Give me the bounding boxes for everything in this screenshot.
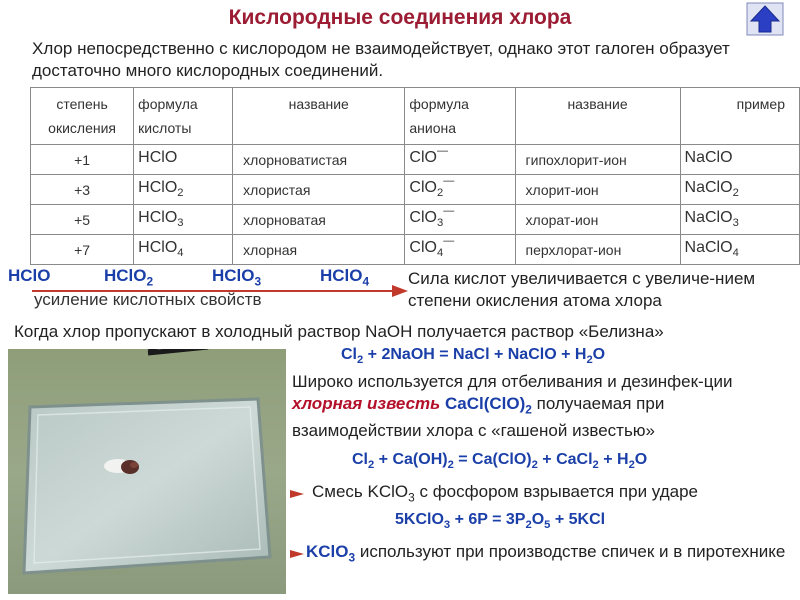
cell-oxidation: +3 bbox=[31, 175, 134, 205]
cell-anion-name: хлорит-ион bbox=[515, 175, 680, 205]
cell-example: NaClO$_3$ bbox=[680, 205, 799, 235]
acid-series-hclo3: HClO$_3$ bbox=[212, 266, 262, 289]
equation-chlorinated-lime: $Cl_2 + Ca(OH)_2 = Ca(ClO)_2$ + CaCl$_2$ + $H_2O$ bbox=[352, 451, 648, 472]
bullet-arrow-icon bbox=[290, 548, 304, 560]
cell-acid-name: хлорноватая bbox=[233, 205, 405, 235]
cell-example: NaClO$_4$ bbox=[680, 235, 799, 265]
header-example: пример bbox=[680, 88, 799, 145]
glass-plate-photo bbox=[8, 349, 286, 594]
nav-up-arrow-icon[interactable] bbox=[746, 2, 784, 36]
table-row bbox=[31, 205, 800, 235]
naoh-note: Когда хлор пропускают в холодный раствор NaOH получается раствор «Белизна» bbox=[14, 322, 664, 341]
cell-anion-name: гипохлорит-ион bbox=[515, 145, 680, 175]
header-oxidation: степень окисления bbox=[31, 88, 134, 145]
equation-kclo3-phosphorus: 5KClO$_3$ + $6P = 3P_2O_5 + 5KCl$ bbox=[395, 511, 606, 532]
cell-acid-name: хлорноватистая bbox=[233, 145, 405, 175]
cell-example: NaClO bbox=[680, 145, 799, 175]
matches-note: KClO$_3$ используют при производстве спичек и в пиротехнике bbox=[306, 542, 786, 565]
cell-acid-formula: HClO$_3$ bbox=[134, 205, 233, 235]
cell-anion-formula: ClO$_2$— bbox=[405, 175, 515, 205]
cell-acid-name: хлорная bbox=[233, 235, 405, 265]
bullet-arrow-icon bbox=[290, 488, 304, 500]
cell-acid-formula: HClO$_2$ bbox=[134, 175, 233, 205]
table-header-row bbox=[31, 88, 800, 145]
cell-example: NaClO$_2$ bbox=[680, 175, 799, 205]
header-acid-name: название bbox=[233, 88, 405, 145]
trend-label: усиление кислотных свойств bbox=[34, 290, 262, 309]
acid-series-hclo2: HClO$_2$ bbox=[104, 266, 154, 289]
cell-anion-name: перхлорат-ион bbox=[515, 235, 680, 265]
table-row bbox=[31, 235, 800, 265]
header-acid-formula: формула кислоты bbox=[134, 88, 233, 145]
intro-text: Хлор непосредственно с кислородом не взаимодействует, однако этот галоген образует достаточно много кислородных соединений. bbox=[32, 39, 730, 80]
cell-anion-formula: ClO$_3$— bbox=[405, 205, 515, 235]
acid-series-hclo4: HClO$_4$ bbox=[320, 266, 370, 289]
equation-belizna: $Cl_2$ + 2NaOH = NaCl + NaClO + $H_2O$ bbox=[341, 346, 606, 367]
oxygen-compounds-table bbox=[30, 87, 800, 265]
bleach-note: Широко используется для отбеливания и дезинфек-ции хлорная известь $CaCl(ClO)_2$ получаемая при взаимодействии хлора с «гашеной известью» bbox=[292, 372, 733, 441]
cell-oxidation: +7 bbox=[31, 235, 134, 265]
cell-oxidation: +1 bbox=[31, 145, 134, 175]
cell-anion-name: хлорат-ион bbox=[515, 205, 680, 235]
acid-series-hclo: HClO bbox=[8, 266, 51, 285]
header-anion-name: название bbox=[515, 88, 680, 145]
cell-acid-formula: HClO bbox=[134, 145, 233, 175]
table-row bbox=[31, 145, 800, 175]
page-title: Кислородные соединения хлора bbox=[228, 6, 572, 29]
cell-acid-name: хлористая bbox=[233, 175, 405, 205]
cell-oxidation: +5 bbox=[31, 205, 134, 235]
cell-acid-formula: HClO$_4$ bbox=[134, 235, 233, 265]
header-anion-formula: формула аниона bbox=[405, 88, 515, 145]
acid-strength-note: Сила кислот увеличивается с увеличе-нием степени окисления атома хлора bbox=[408, 269, 756, 310]
cell-anion-formula: ClO— bbox=[405, 145, 515, 175]
kclo3-note: Смесь KClO$_3$ с фосфором взрывается при ударе bbox=[312, 482, 699, 505]
cell-anion-formula: ClO$_4$— bbox=[405, 235, 515, 265]
table-row bbox=[31, 175, 800, 205]
